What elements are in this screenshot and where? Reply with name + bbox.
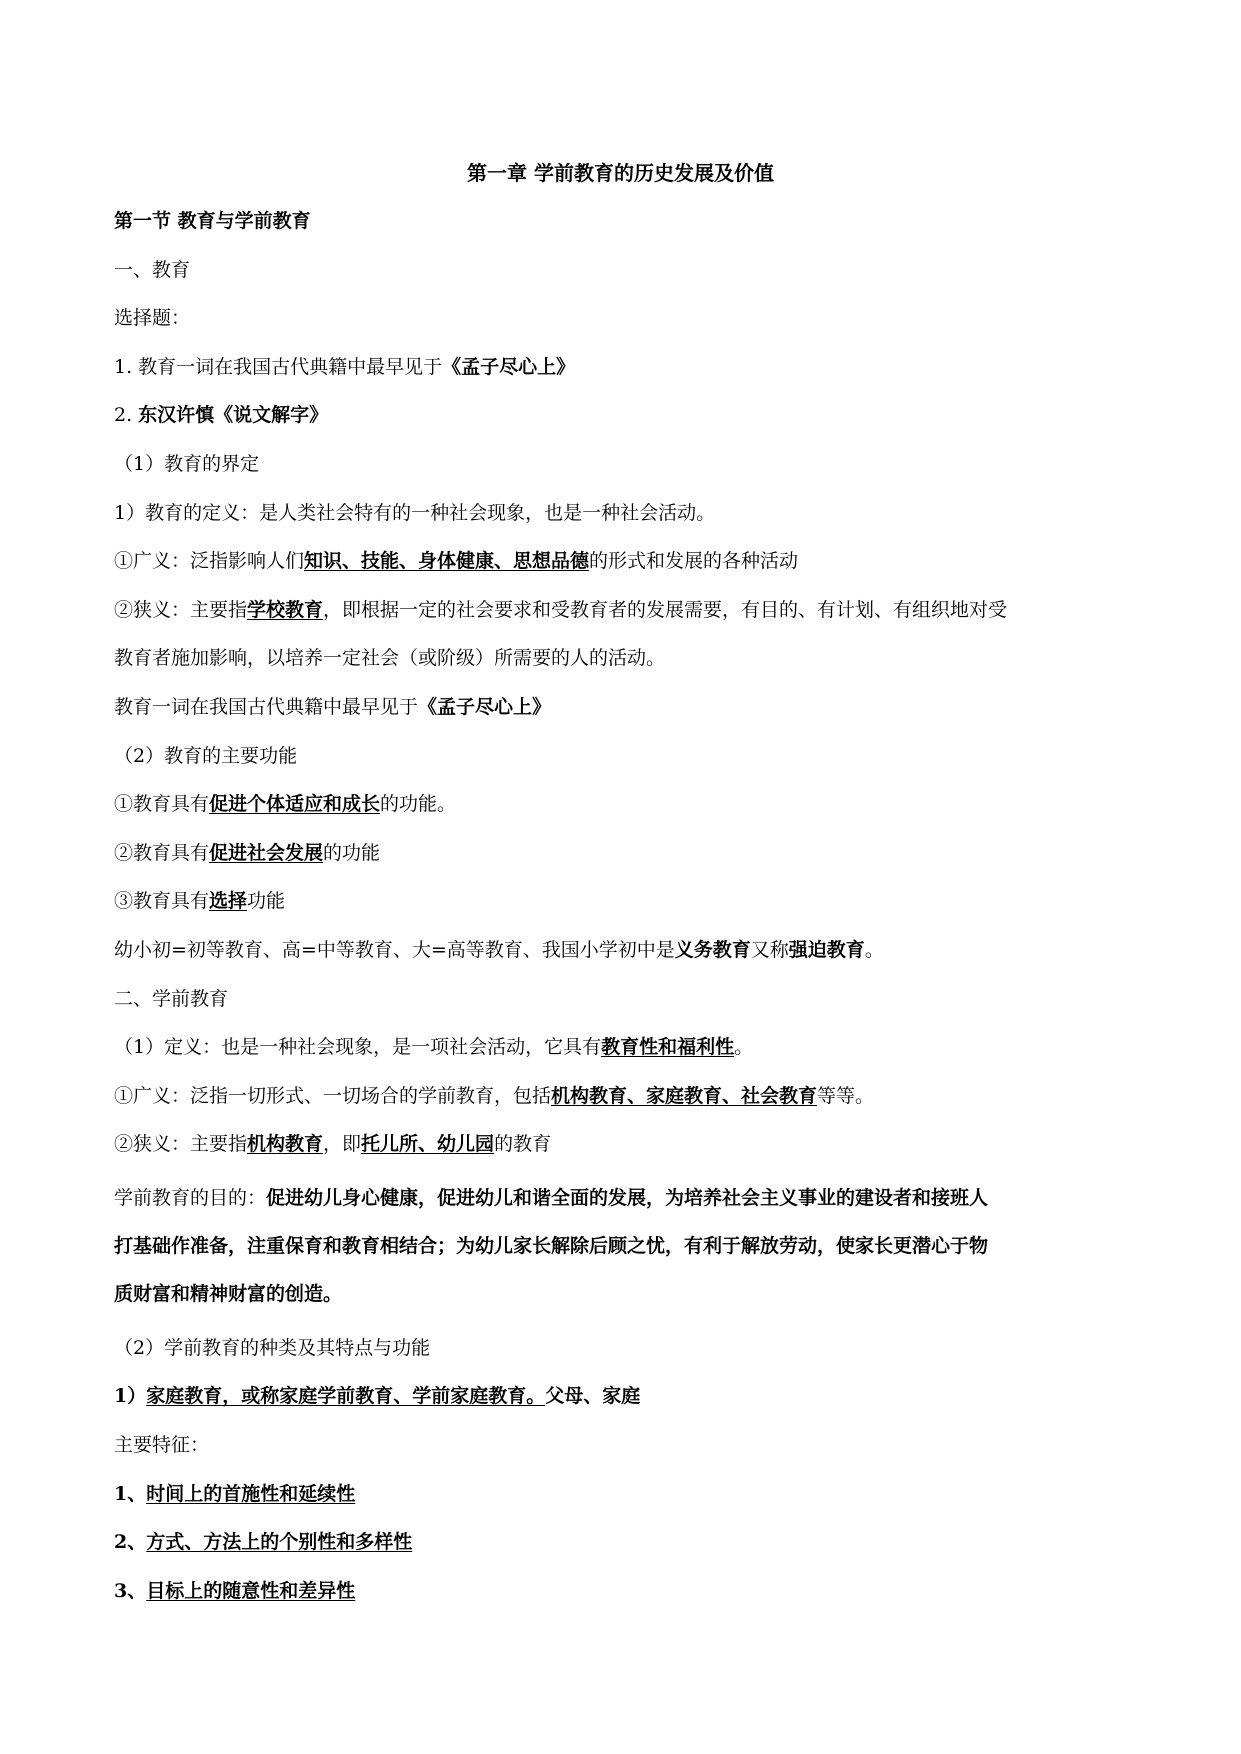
classic-source-text: 教育一词在我国古代典籍中最早见于 (114, 695, 419, 718)
document-body (114, 208, 1124, 1626)
family-education-tail: 父母、家庭 (545, 1385, 641, 1408)
label-choice-questions: 选择题： (114, 307, 191, 330)
broad-definition-tail: 的形式和发展的各种活动 (589, 550, 799, 573)
chapter-title: 第一章 学前教育的历史发展及价值 (467, 161, 774, 185)
preschool-definition-end: 。 (734, 1036, 754, 1059)
preschool-broad (114, 1083, 1124, 1109)
item-1-text: 1. 教育一词在我国古代典籍中最早见于 (114, 355, 443, 378)
function-3-key: 选择 (209, 890, 248, 913)
function-2 (114, 840, 1124, 866)
narrow-definition-lead: ②狭义：主要指 (114, 598, 248, 621)
mandatory-education-term: 强迫教育 (788, 938, 865, 961)
preschool-narrow-key2: 托儿所、幼儿园 (361, 1133, 495, 1156)
section-title: 第一节 教育与学前教育 (114, 210, 311, 232)
education-levels-mid: 又称 (750, 938, 789, 961)
definition-text: 1）教育的定义：是人类社会特有的一种社会现象，也是一种社会活动。 (114, 501, 716, 524)
education-levels-lead: 幼小初=初等教育、高=中等教育、大=高等教育、我国小学初中是 (114, 938, 675, 961)
preschool-purpose-line-2: 打基础作准备，注重保育和教育相结合；为幼儿家长解除后顾之忧，有利于解放劳动，使家长更潜心于物 (114, 1235, 989, 1258)
feature-1 (114, 1481, 1124, 1507)
subheading-definition: （1）教育的界定 (114, 452, 260, 475)
function-3-tail: 功能 (247, 890, 286, 913)
classic-source-note (114, 694, 1124, 720)
feature-2 (114, 1529, 1124, 1555)
preschool-narrow-tail: 的教育 (494, 1133, 552, 1156)
feature-3-number: 3、 (114, 1579, 147, 1602)
preschool-narrow-lead: ②狭义：主要指 (114, 1133, 248, 1156)
item-1-answer: 《孟子尽心上》 (442, 355, 576, 378)
preschool-narrow (114, 1131, 1124, 1157)
family-education-key: 家庭教育，或称家庭学前教育、学前家庭教育。 (146, 1385, 546, 1408)
function-3-lead: ③教育具有 (114, 890, 210, 913)
preschool-definition-lead: （1）定义：也是一种社会现象，是一项社会活动，它具有 (114, 1036, 602, 1059)
item-2-number: 2. (114, 404, 139, 427)
feature-2-text: 方式、方法上的个别性和多样性 (146, 1531, 413, 1554)
function-1-key: 促进个体适应和成长 (209, 793, 381, 816)
narrow-definition-key: 学校教育 (247, 598, 324, 621)
function-1-tail: 的功能。 (380, 793, 457, 816)
broad-definition-lead: ①广义：泛指影响人们 (114, 550, 305, 573)
education-levels-note (114, 937, 1124, 963)
preschool-purpose-text-1: 促进幼儿身心健康，促进幼儿和谐全面的发展，为培养社会主义事业的建设者和接班人 (266, 1186, 989, 1209)
subheading-preschool-types: （2）学前教育的种类及其特点与功能 (114, 1336, 431, 1359)
item-2 (114, 402, 1124, 428)
feature-3-text: 目标上的随意性和差异性 (146, 1579, 356, 1602)
broad-definition (114, 548, 1124, 574)
preschool-definition-key: 教育性和福利性 (601, 1036, 735, 1059)
heading-preschool-education: 二、学前教育 (114, 987, 229, 1010)
function-1 (114, 791, 1124, 817)
preschool-purpose-lead: 学前教育的目的： (114, 1186, 267, 1209)
feature-3 (114, 1578, 1124, 1604)
preschool-narrow-key1: 机构教育 (247, 1133, 324, 1156)
family-education-number: 1） (114, 1385, 147, 1408)
function-3 (114, 888, 1124, 914)
heading-education: 一、教育 (114, 258, 191, 281)
preschool-purpose (114, 1180, 1124, 1216)
narrow-definition-continued: 教育者施加影响，以培养一定社会（或阶级）所需要的人的活动。 (114, 647, 666, 670)
label-main-features: 主要特征： (114, 1434, 210, 1457)
feature-1-number: 1、 (114, 1482, 147, 1505)
item-2-answer: 东汉许慎《说文解字》 (138, 404, 329, 427)
narrow-definition (114, 597, 1124, 623)
subheading-functions: （2）教育的主要功能 (114, 744, 298, 767)
item-1 (114, 354, 1124, 380)
function-1-lead: ①教育具有 (114, 793, 210, 816)
broad-definition-key: 知识、技能、身体健康、思想品德 (304, 550, 590, 573)
feature-2-number: 2、 (114, 1531, 147, 1554)
preschool-broad-lead: ①广义：泛指一切形式、一切场合的学前教育，包括 (114, 1084, 552, 1107)
classic-source-answer: 《孟子尽心上》 (418, 695, 552, 718)
preschool-definition (114, 1034, 1124, 1060)
narrow-definition-tail: ，即根据一定的社会要求和受教育者的发展需要，有目的、有计划、有组织地对受 (323, 598, 1008, 621)
feature-1-text: 时间上的首施性和延续性 (146, 1482, 356, 1505)
preschool-broad-tail: 等等。 (817, 1084, 875, 1107)
compulsory-education-term: 义务教育 (674, 938, 751, 961)
function-2-tail: 的功能 (323, 841, 381, 864)
preschool-purpose-line-3: 质财富和精神财富的创造。 (114, 1283, 343, 1306)
function-2-lead: ②教育具有 (114, 841, 210, 864)
function-2-key: 促进社会发展 (209, 841, 324, 864)
education-levels-end: 。 (864, 938, 884, 961)
family-education (114, 1383, 1124, 1409)
preschool-broad-key: 机构教育、家庭教育、社会教育 (551, 1084, 818, 1107)
preschool-narrow-mid: ，即 (323, 1133, 362, 1156)
